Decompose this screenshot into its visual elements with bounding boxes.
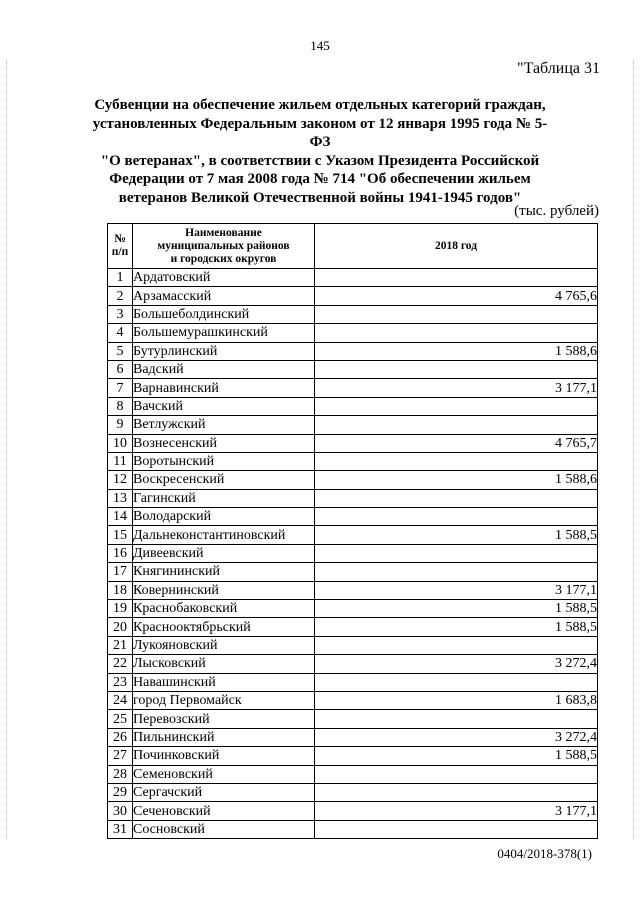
district-name: Ковернинский — [133, 581, 315, 599]
table-row — [108, 305, 598, 323]
amount-2018 — [315, 397, 598, 415]
district-name: Большеболдинский — [133, 305, 315, 323]
header-number — [108, 224, 133, 269]
header-name-line: и городских округов — [170, 252, 277, 265]
amount-2018: 3 272,4 — [315, 655, 598, 673]
row-number: 16 — [108, 544, 133, 562]
row-number: 4 — [108, 324, 133, 342]
district-name: Варнавинский — [133, 379, 315, 397]
amount-2018: 4 765,6 — [315, 287, 598, 305]
header-name-line: Наименование — [185, 226, 262, 239]
district-name: Семеновский — [133, 765, 315, 783]
district-name: Лысковский — [133, 655, 315, 673]
row-number: 1 — [108, 269, 133, 287]
row-number: 11 — [108, 452, 133, 470]
table-row — [108, 508, 598, 526]
table-row — [108, 324, 598, 342]
row-number: 3 — [108, 305, 133, 323]
table-row — [108, 397, 598, 415]
district-name: Сосновский — [133, 820, 315, 838]
subsidy-table — [107, 223, 598, 839]
table-row — [108, 618, 598, 636]
table-row — [108, 452, 598, 470]
table-header-row — [108, 224, 598, 269]
amount-2018 — [315, 563, 598, 581]
row-number: 25 — [108, 710, 133, 728]
district-name: Навашинский — [133, 673, 315, 691]
district-name: Ветлужский — [133, 416, 315, 434]
district-name: Краснооктябрьский — [133, 618, 315, 636]
row-number: 21 — [108, 636, 133, 654]
amount-2018: 3 177,1 — [315, 802, 598, 820]
left-margin-dots — [6, 60, 7, 840]
header-number-line: № — [114, 233, 126, 245]
row-number: 7 — [108, 379, 133, 397]
amount-2018 — [315, 636, 598, 654]
amount-2018: 1 588,5 — [315, 747, 598, 765]
document-title — [85, 96, 555, 207]
amount-2018: 3 272,4 — [315, 728, 598, 746]
amount-2018: 3 177,1 — [315, 379, 598, 397]
header-year: 2018 год — [315, 224, 598, 269]
table-row — [108, 728, 598, 746]
district-name: Ардатовский — [133, 269, 315, 287]
header-number-line: п/п — [111, 246, 129, 258]
row-number: 12 — [108, 471, 133, 489]
amount-2018 — [315, 452, 598, 470]
amount-2018: 4 765,7 — [315, 434, 598, 452]
row-number: 10 — [108, 434, 133, 452]
amount-2018 — [315, 324, 598, 342]
district-name: Вачский — [133, 397, 315, 415]
title-line: ветеранов Великой Отечественной войны 1941-1945 годов" — [118, 189, 522, 206]
title-line: "О ветеранах", в соответствии с Указом Президента Российской — [100, 152, 540, 169]
table-row — [108, 600, 598, 618]
row-number: 2 — [108, 287, 133, 305]
table-row — [108, 673, 598, 691]
row-number: 9 — [108, 416, 133, 434]
district-name: Перевозский — [133, 710, 315, 728]
table-row — [108, 489, 598, 507]
district-name: Сеченовский — [133, 802, 315, 820]
table-row — [108, 526, 598, 544]
amount-2018: 1 588,5 — [315, 526, 598, 544]
table-row — [108, 636, 598, 654]
amount-2018: 1 588,6 — [315, 471, 598, 489]
row-number: 30 — [108, 802, 133, 820]
district-name: Бутурлинский — [133, 342, 315, 360]
document-code: 0404/2018-378(1) — [497, 846, 592, 861]
header-name — [133, 224, 315, 269]
table-row — [108, 471, 598, 489]
title-line: Федерации от 7 мая 2008 года № 714 "Об обеспечении жильем — [109, 171, 531, 187]
row-number: 14 — [108, 508, 133, 526]
row-number: 18 — [108, 581, 133, 599]
district-name: Лукояновский — [133, 636, 315, 654]
table-row — [108, 820, 598, 838]
district-name: Пильнинский — [133, 728, 315, 746]
row-number: 22 — [108, 655, 133, 673]
table-row — [108, 655, 598, 673]
table-row — [108, 710, 598, 728]
amount-2018 — [315, 489, 598, 507]
right-margin-dots — [633, 60, 634, 840]
amount-2018 — [315, 360, 598, 378]
row-number: 23 — [108, 673, 133, 691]
table-row — [108, 434, 598, 452]
header-name-line: муниципальных районов — [157, 239, 290, 252]
amount-2018 — [315, 544, 598, 562]
table-row — [108, 581, 598, 599]
row-number: 27 — [108, 747, 133, 765]
amount-2018 — [315, 765, 598, 783]
table-row — [108, 416, 598, 434]
row-number: 17 — [108, 563, 133, 581]
district-name: Арзамасский — [133, 287, 315, 305]
table-row — [108, 783, 598, 801]
table-row — [108, 691, 598, 709]
amount-2018: 1 588,5 — [315, 618, 598, 636]
row-number: 26 — [108, 728, 133, 746]
table-row — [108, 360, 598, 378]
table-row — [108, 765, 598, 783]
row-number: 28 — [108, 765, 133, 783]
district-name: Дальнеконстантиновский — [133, 526, 315, 544]
table-row — [108, 379, 598, 397]
amount-2018 — [315, 783, 598, 801]
amount-2018 — [315, 269, 598, 287]
row-number: 19 — [108, 600, 133, 618]
district-name: Гагинский — [133, 489, 315, 507]
district-name: Сергачский — [133, 783, 315, 801]
district-name: Княгининский — [133, 563, 315, 581]
district-name: Починковский — [133, 747, 315, 765]
amount-2018: 1 683,8 — [315, 691, 598, 709]
table-row — [108, 802, 598, 820]
row-number: 24 — [108, 691, 133, 709]
table-row — [108, 342, 598, 360]
amount-2018: 1 588,6 — [315, 342, 598, 360]
district-name: Воротынский — [133, 452, 315, 470]
table-caption: "Таблица 31 — [517, 60, 600, 77]
district-name: Вознесенский — [133, 434, 315, 452]
amount-2018 — [315, 508, 598, 526]
table-row — [108, 563, 598, 581]
district-name: Краснобаковский — [133, 600, 315, 618]
row-number: 5 — [108, 342, 133, 360]
district-name: город Первомайск — [133, 691, 315, 709]
table-row — [108, 269, 598, 287]
district-name: Володарский — [133, 508, 315, 526]
district-name: Воскресенский — [133, 471, 315, 489]
row-number: 29 — [108, 783, 133, 801]
amount-2018: 3 177,1 — [315, 581, 598, 599]
amount-2018 — [315, 305, 598, 323]
row-number: 13 — [108, 489, 133, 507]
amount-2018 — [315, 710, 598, 728]
units-label: (тыс. рублей) — [514, 203, 599, 219]
amount-2018 — [315, 820, 598, 838]
table-row — [108, 544, 598, 562]
amount-2018 — [315, 416, 598, 434]
table-row — [108, 287, 598, 305]
amount-2018 — [315, 673, 598, 691]
title-line: установленных Федеральным законом от 12 января 1995 года № 5-ФЗ — [92, 115, 548, 150]
row-number: 15 — [108, 526, 133, 544]
row-number: 8 — [108, 397, 133, 415]
row-number: 31 — [108, 820, 133, 838]
amount-2018: 1 588,5 — [315, 600, 598, 618]
district-name: Большемурашкинский — [133, 324, 315, 342]
district-name: Вадский — [133, 360, 315, 378]
page-number: 145 — [310, 38, 330, 53]
row-number: 6 — [108, 360, 133, 378]
row-number: 20 — [108, 618, 133, 636]
district-name: Дивеевский — [133, 544, 315, 562]
title-line: Субвенции на обеспечение жильем отдельных категорий граждан, — [94, 97, 546, 113]
table-row — [108, 747, 598, 765]
